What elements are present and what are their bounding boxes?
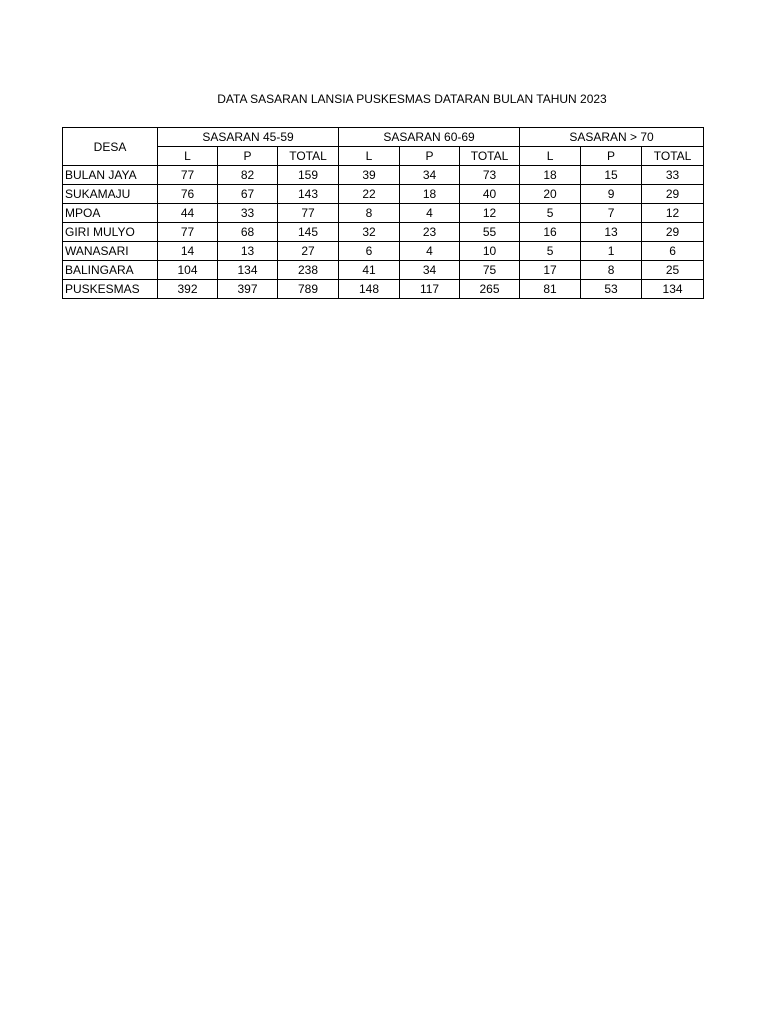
value-cell-p-60-69: 34 bbox=[400, 166, 460, 185]
value-cell-l-over-70: 5 bbox=[520, 242, 581, 261]
value-cell-l-60-69: 22 bbox=[339, 185, 400, 204]
value-cell-l-over-70: 16 bbox=[520, 223, 581, 242]
value-cell-p-over-70: 7 bbox=[581, 204, 642, 223]
sub-header-row bbox=[63, 147, 704, 166]
value-cell-total-60-69: 55 bbox=[460, 223, 520, 242]
value-cell-l-45-59: 77 bbox=[158, 166, 218, 185]
table-row bbox=[63, 280, 704, 299]
value-cell-l-45-59: 14 bbox=[158, 242, 218, 261]
desa-cell: WANASARI bbox=[63, 242, 158, 261]
sub-header-p: P bbox=[581, 147, 642, 166]
value-cell-p-60-69: 34 bbox=[400, 261, 460, 280]
sub-header-l: L bbox=[339, 147, 400, 166]
value-cell-p-45-59: 397 bbox=[218, 280, 278, 299]
sub-header-total: TOTAL bbox=[642, 147, 704, 166]
value-cell-total-over-70: 25 bbox=[642, 261, 704, 280]
value-cell-p-45-59: 82 bbox=[218, 166, 278, 185]
value-cell-l-60-69: 6 bbox=[339, 242, 400, 261]
value-cell-l-over-70: 81 bbox=[520, 280, 581, 299]
table-row bbox=[63, 166, 704, 185]
group-header-60-69: SASARAN 60-69 bbox=[339, 128, 520, 147]
value-cell-p-45-59: 33 bbox=[218, 204, 278, 223]
document-title: DATA SASARAN LANSIA PUSKESMAS DATARAN BULAN TAHUN 2023 bbox=[217, 92, 607, 106]
group-header-45-59: SASARAN 45-59 bbox=[158, 128, 339, 147]
value-cell-p-over-70: 15 bbox=[581, 166, 642, 185]
value-cell-total-60-69: 40 bbox=[460, 185, 520, 204]
value-cell-total-over-70: 29 bbox=[642, 185, 704, 204]
desa-cell: PUSKESMAS bbox=[63, 280, 158, 299]
value-cell-l-45-59: 76 bbox=[158, 185, 218, 204]
value-cell-p-60-69: 18 bbox=[400, 185, 460, 204]
value-cell-l-45-59: 392 bbox=[158, 280, 218, 299]
value-cell-p-45-59: 67 bbox=[218, 185, 278, 204]
value-cell-total-45-59: 77 bbox=[278, 204, 339, 223]
lansia-target-table bbox=[62, 127, 704, 299]
value-cell-l-over-70: 18 bbox=[520, 166, 581, 185]
value-cell-total-45-59: 159 bbox=[278, 166, 339, 185]
value-cell-l-45-59: 44 bbox=[158, 204, 218, 223]
value-cell-total-60-69: 73 bbox=[460, 166, 520, 185]
value-cell-l-60-69: 39 bbox=[339, 166, 400, 185]
value-cell-l-60-69: 32 bbox=[339, 223, 400, 242]
value-cell-total-over-70: 29 bbox=[642, 223, 704, 242]
value-cell-total-over-70: 33 bbox=[642, 166, 704, 185]
sub-header-p: P bbox=[400, 147, 460, 166]
table-row bbox=[63, 261, 704, 280]
table-row bbox=[63, 223, 704, 242]
value-cell-p-over-70: 9 bbox=[581, 185, 642, 204]
value-cell-total-60-69: 75 bbox=[460, 261, 520, 280]
value-cell-l-60-69: 41 bbox=[339, 261, 400, 280]
desa-cell: BULAN JAYA bbox=[63, 166, 158, 185]
value-cell-l-60-69: 8 bbox=[339, 204, 400, 223]
sub-header-total: TOTAL bbox=[278, 147, 339, 166]
value-cell-total-60-69: 10 bbox=[460, 242, 520, 261]
value-cell-p-60-69: 4 bbox=[400, 204, 460, 223]
value-cell-total-45-59: 789 bbox=[278, 280, 339, 299]
value-cell-total-45-59: 143 bbox=[278, 185, 339, 204]
table-row bbox=[63, 204, 704, 223]
table-row bbox=[63, 185, 704, 204]
value-cell-p-60-69: 23 bbox=[400, 223, 460, 242]
value-cell-p-over-70: 13 bbox=[581, 223, 642, 242]
value-cell-total-45-59: 238 bbox=[278, 261, 339, 280]
value-cell-p-45-59: 13 bbox=[218, 242, 278, 261]
sub-header-l: L bbox=[520, 147, 581, 166]
table-body bbox=[63, 166, 704, 299]
desa-cell: MPOA bbox=[63, 204, 158, 223]
sub-header-p: P bbox=[218, 147, 278, 166]
value-cell-l-over-70: 20 bbox=[520, 185, 581, 204]
value-cell-l-45-59: 77 bbox=[158, 223, 218, 242]
value-cell-total-60-69: 12 bbox=[460, 204, 520, 223]
value-cell-p-45-59: 68 bbox=[218, 223, 278, 242]
value-cell-p-over-70: 8 bbox=[581, 261, 642, 280]
desa-cell: GIRI MULYO bbox=[63, 223, 158, 242]
sub-header-total: TOTAL bbox=[460, 147, 520, 166]
value-cell-total-45-59: 145 bbox=[278, 223, 339, 242]
value-cell-p-60-69: 117 bbox=[400, 280, 460, 299]
value-cell-total-60-69: 265 bbox=[460, 280, 520, 299]
value-cell-total-over-70: 6 bbox=[642, 242, 704, 261]
desa-cell: SUKAMAJU bbox=[63, 185, 158, 204]
value-cell-total-over-70: 134 bbox=[642, 280, 704, 299]
desa-cell: BALINGARA bbox=[63, 261, 158, 280]
value-cell-total-over-70: 12 bbox=[642, 204, 704, 223]
value-cell-l-over-70: 5 bbox=[520, 204, 581, 223]
group-header-row bbox=[63, 128, 704, 147]
value-cell-p-45-59: 134 bbox=[218, 261, 278, 280]
sub-header-l: L bbox=[158, 147, 218, 166]
desa-column-header: DESA bbox=[63, 128, 158, 166]
value-cell-total-45-59: 27 bbox=[278, 242, 339, 261]
value-cell-l-over-70: 17 bbox=[520, 261, 581, 280]
value-cell-l-45-59: 104 bbox=[158, 261, 218, 280]
group-header-over-70: SASARAN > 70 bbox=[520, 128, 704, 147]
value-cell-l-60-69: 148 bbox=[339, 280, 400, 299]
table-row bbox=[63, 242, 704, 261]
value-cell-p-over-70: 53 bbox=[581, 280, 642, 299]
value-cell-p-over-70: 1 bbox=[581, 242, 642, 261]
value-cell-p-60-69: 4 bbox=[400, 242, 460, 261]
